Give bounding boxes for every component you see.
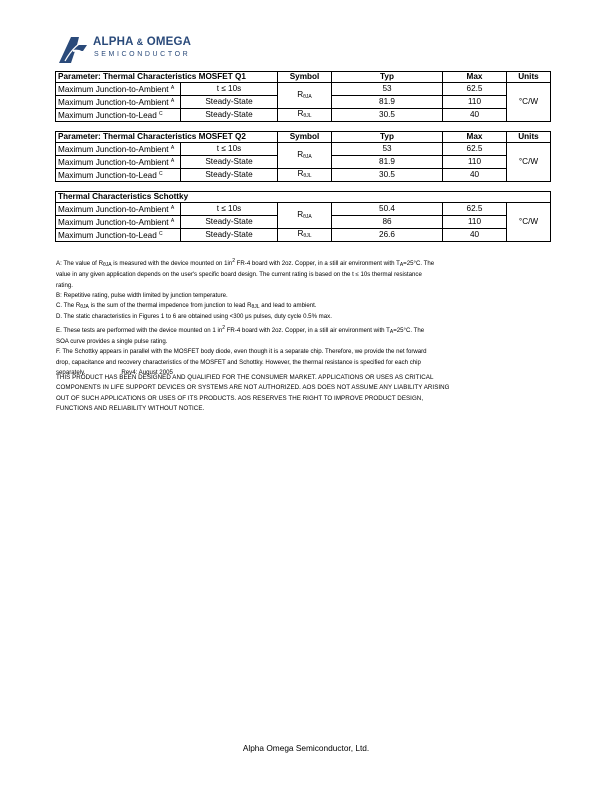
table-row: Maximum Junction-to-Ambient $^A$ Steady-State 81.9 110 xyxy=(56,96,551,109)
param-label: Maximum Junction-to-Ambient xyxy=(58,205,169,214)
symbol-rthja: $R_{\theta JA}$ xyxy=(278,203,332,229)
alpha-omega-logo-icon xyxy=(57,35,91,65)
thermal-table-schottky xyxy=(55,191,551,242)
max-value: 40 xyxy=(443,109,507,122)
symbol-rthjl: $R_{\theta JL}$ xyxy=(278,109,332,122)
max-value: 62.5 xyxy=(443,83,507,96)
param-label: Maximum Junction-to-Ambient xyxy=(58,218,169,227)
note-a-line2: value in any given application depends on the user's specific board design. The current rating is based on the t ≤ 10s thermal resistance xyxy=(56,271,422,279)
condition: t ≤ 10s xyxy=(181,83,278,96)
symbol-rthja: $R_{\theta JA}$ xyxy=(278,143,332,169)
units-cell: °C/W xyxy=(507,143,551,182)
header-units: Units xyxy=(507,132,551,143)
param-label: Maximum Junction-to-Ambient xyxy=(58,98,169,107)
symbol-rthjl: $R_{\theta JL}$ xyxy=(278,169,332,182)
thermal-table-q2 xyxy=(55,131,551,182)
param-label: Maximum Junction-to-Ambient xyxy=(58,145,169,154)
table-row: Maximum Junction-to-Ambient $^A$ t ≤ 10s $R_{\theta JA}$ 53 62.5 °C/W xyxy=(56,143,551,156)
condition: Steady-State xyxy=(181,229,278,242)
param-label: Maximum Junction-to-Lead xyxy=(58,171,157,180)
thermal-table-q1 xyxy=(55,71,551,122)
max-value: 40 xyxy=(443,229,507,242)
condition: Steady-State xyxy=(181,109,278,122)
disclaimer-line: FUNCTIONS AND RELIABILITY WITHOUT NOTICE. xyxy=(56,404,205,412)
disclaimer-line: OUT OF SUCH APPLICATIONS OR USES OF ITS PRODUCTS. AOS RESERVES THE RIGHT TO IMPROVE PRODUCT DESIGN, xyxy=(56,394,424,402)
table-row: Maximum Junction-to-Ambient $^A$ Steady-State 86 110 xyxy=(56,216,551,229)
note-c: C. The $R_{\theta JA}$ is the sum of the thermal impedence from junction to lead $R_{\theta JL}$ and lead to ambient. xyxy=(56,302,317,311)
note-d: D. The static characteristics in Figures 1 to 6 are obtained using <300 μs pulses, duty cycle 0.5% max. xyxy=(56,313,332,321)
table-row: Maximum Junction-to-Lead $^C$ Steady-State $R_{\theta JL}$ 30.5 40 xyxy=(56,109,551,122)
condition: t ≤ 10s xyxy=(181,143,278,156)
note-e: E. These tests are performed with the device mounted on 1 $in^2$ FR-4 board with 2oz. Copper, in a still air environment with $T_A=25^\circ C$. The xyxy=(56,324,425,335)
note-e-line2: SOA curve provides a single pulse rating. xyxy=(56,338,168,346)
header-typ: Typ xyxy=(332,72,443,83)
max-value: 40 xyxy=(443,169,507,182)
condition: t ≤ 10s xyxy=(181,203,278,216)
symbol-rthjl: $R_{\theta JL}$ xyxy=(278,229,332,242)
company-logo xyxy=(57,35,217,65)
note-b: B: Repetitive rating, pulse width limited by junction temperature. xyxy=(56,291,228,299)
table-row: Maximum Junction-to-Lead $^C$ Steady-State $R_{\theta JL}$ 26.6 40 xyxy=(56,229,551,242)
disclaimer xyxy=(56,373,526,414)
typ-value: 81.9 xyxy=(332,96,443,109)
revision-label: Rev4: August 2005 xyxy=(121,368,173,376)
logo-subtitle: SEMICONDUCTOR xyxy=(94,51,191,58)
header-symbol: Symbol xyxy=(278,132,332,143)
typ-value: 86 xyxy=(332,216,443,229)
param-label: Maximum Junction-to-Ambient xyxy=(58,158,169,167)
table-title: Parameter: Thermal Characteristics MOSFET Q2 xyxy=(56,132,278,143)
typ-value: 81.9 xyxy=(332,156,443,169)
table-row: Maximum Junction-to-Ambient $^A$ t ≤ 10s $R_{\theta JA}$ 53 62.5 °C/W xyxy=(56,83,551,96)
max-value: 110 xyxy=(443,96,507,109)
footnotes xyxy=(56,256,516,378)
header-typ: Typ xyxy=(332,132,443,143)
note-f-line2: drop, capacitance and recovery characteristics of the MOSFET and Schottky. However, the thermal resistance is specified for each chip xyxy=(56,358,421,366)
units-cell: °C/W xyxy=(507,83,551,122)
note-a-line3: rating. xyxy=(56,281,73,289)
param-label: Maximum Junction-to-Lead xyxy=(58,111,157,120)
disclaimer-line: COMPONENTS IN LIFE SUPPORT DEVICES OR SYSTEMS ARE NOT AUTHORIZED. AOS DOES NOT ASSUME ANY LIABILITY ARISING xyxy=(56,384,450,392)
max-value: 110 xyxy=(443,156,507,169)
symbol-rthja: $R_{\theta JA}$ xyxy=(278,83,332,109)
param-label: Maximum Junction-to-Lead xyxy=(58,231,157,240)
header-symbol: Symbol xyxy=(278,72,332,83)
note-a: A: The value of $R_{\theta JA}$ is measured with the device mounted on $1in^2$ FR-4 board with 2oz. Copper, in a still air environment with $T_A=25^\circ C$. The xyxy=(56,258,435,268)
logo-wordmark: ALPHA & OMEGA xyxy=(93,36,192,48)
max-value: 110 xyxy=(443,216,507,229)
typ-value: 30.5 xyxy=(332,109,443,122)
condition: Steady-State xyxy=(181,96,278,109)
table-row: Maximum Junction-to-Ambient $^A$ Steady-State 81.9 110 xyxy=(56,156,551,169)
max-value: 62.5 xyxy=(443,143,507,156)
header-max: Max xyxy=(443,72,507,83)
note-f-line1: F. The Schottky appears in parallel with the MOSFET body diode, even though it is a separate chip. Therefore, we provide the net forward xyxy=(56,348,427,356)
table-row: Maximum Junction-to-Ambient $^A$ t ≤ 10s $R_{\theta JA}$ 50.4 62.5 °C/W xyxy=(56,203,551,216)
note-f-line3: separately. Rev4: August 2005 xyxy=(56,368,173,376)
table-title: Parameter: Thermal Characteristics MOSFET Q1 xyxy=(56,72,278,83)
header-max: Max xyxy=(443,132,507,143)
typ-value: 30.5 xyxy=(332,169,443,182)
typ-value: 26.6 xyxy=(332,229,443,242)
condition: Steady-State xyxy=(181,169,278,182)
table-row: Maximum Junction-to-Lead $^C$ Steady-State $R_{\theta JL}$ 30.5 40 xyxy=(56,169,551,182)
typ-value: 50.4 xyxy=(332,203,443,216)
param-label: Maximum Junction-to-Ambient xyxy=(58,85,169,94)
condition: Steady-State xyxy=(181,156,278,169)
units-cell: °C/W xyxy=(507,203,551,242)
typ-value: 53 xyxy=(332,143,443,156)
typ-value: 53 xyxy=(332,83,443,96)
disclaimer-line: THIS PRODUCT HAS BEEN DESIGNED AND QUALIFIED FOR THE CONSUMER MARKET. APPLICATIONS OR USES AS CRITICAL xyxy=(56,374,434,381)
table-title: Thermal Characteristics Schottky xyxy=(56,192,551,203)
header-units: Units xyxy=(507,72,551,83)
max-value: 62.5 xyxy=(443,203,507,216)
condition: Steady-State xyxy=(181,216,278,229)
page-footer: Alpha Omega Semiconductor, Ltd. xyxy=(242,743,370,753)
